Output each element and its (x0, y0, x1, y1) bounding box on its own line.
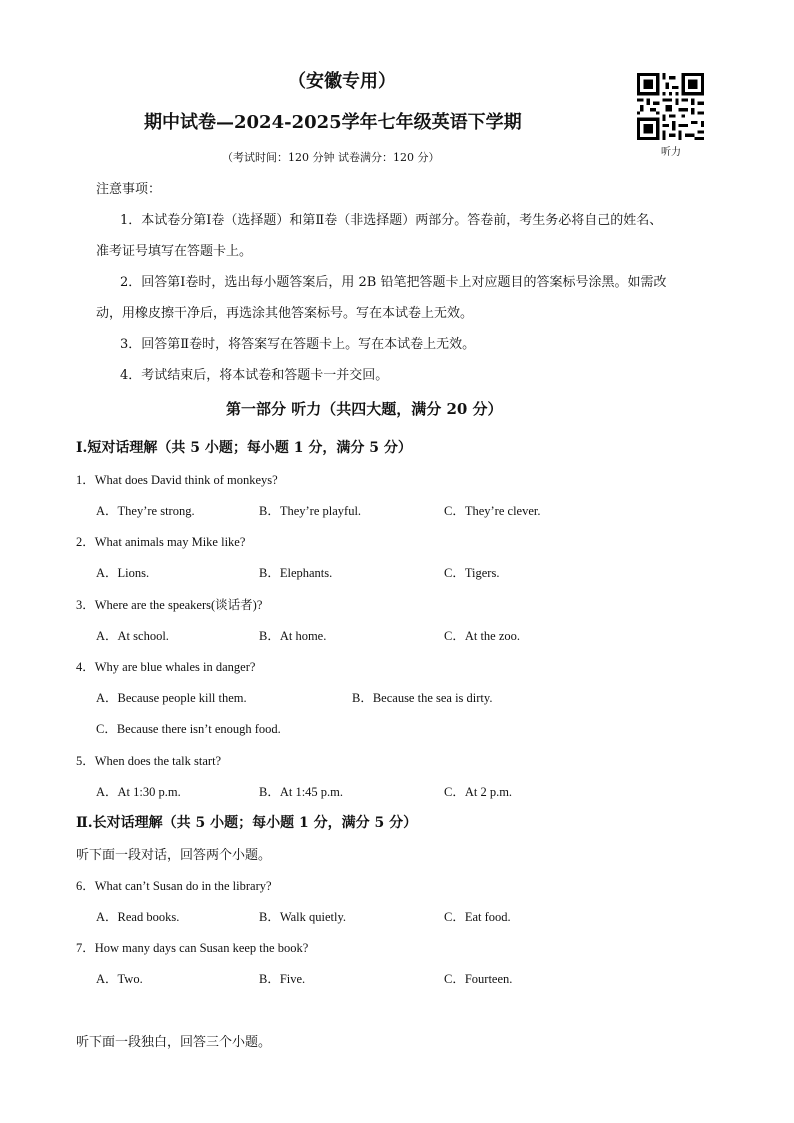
option-a: A．Because people kill them. (96, 691, 247, 705)
option-c: C．At 2 p.m. (444, 785, 513, 799)
option-c: C．They’re clever. (444, 504, 541, 518)
qr-code-icon (637, 73, 704, 140)
option-b: B．Because the sea is dirty. (352, 691, 493, 705)
exam-subtitle: （安徽专用） (288, 71, 396, 92)
option-a: A．At 1:30 p.m. (96, 785, 181, 799)
question-stem: 1．What does David think of monkeys? (76, 473, 278, 487)
question-stem: 5．When does the talk start? (76, 754, 222, 768)
option-c: C．Fourteen. (444, 972, 513, 986)
option-c: C．At the zoo. (444, 629, 521, 643)
note-item-4: 4．考试结束后，将本试卷和答题卡一并交回。 (120, 368, 389, 383)
note-item-3: 3．回答第Ⅱ卷时，将答案写在答题卡上。写在本试卷上无效。 (120, 337, 476, 352)
qr-label: 听力 (661, 147, 681, 158)
section1-heading: Ⅰ.短对话理解（共 5 小题；每小题 1 分，满分 5 分） (76, 440, 412, 456)
instruction-dialog: 听下面一段对话，回答两个小题。 (76, 848, 272, 863)
option-b: B．They’re playful. (259, 504, 362, 518)
option-b: B．Walk quietly. (259, 910, 347, 924)
option-a: A．Read books. (96, 910, 180, 924)
instruction-monologue: 听下面一段独白，回答三个小题。 (76, 1035, 272, 1050)
question-stem: 2．What animals may Mike like? (76, 535, 246, 549)
note-item-1-cont: 准考证号填写在答题卡上。 (96, 244, 253, 259)
option-b: B．At home. (259, 629, 327, 643)
section2-heading: Ⅱ.长对话理解（共 5 小题；每小题 1 分，满分 5 分） (76, 815, 418, 831)
option-a: A．They’re strong. (96, 504, 195, 518)
note-item-2-cont: 动，用橡皮擦干净后，再选涂其他答案标号。写在本试卷上无效。 (96, 306, 474, 321)
note-item-1: 1．本试卷分第Ⅰ卷（选择题）和第Ⅱ卷（非选择题）两部分。答卷前，考生务必将自己的姓名、 (120, 213, 663, 228)
question-stem: 7．How many days can Susan keep the book? (76, 941, 309, 955)
question-stem: 4．Why are blue whales in danger? (76, 660, 256, 674)
exam-title: 期中试卷—2024-2025学年七年级英语下学期 (144, 112, 522, 133)
part1-title: 第一部分 听力（共四大题，满分 20 分） (226, 400, 503, 418)
option-a: A．Lions. (96, 566, 150, 580)
option-a: A．At school. (96, 629, 169, 643)
option-a: A．Two. (96, 972, 143, 986)
note-item-2: 2．回答第Ⅰ卷时，选出每小题答案后，用 2B 铅笔把答题卡上对应题目的答案标号涂黑。如需改 (120, 275, 667, 290)
option-c: C．Because there isn’t enough food. (96, 722, 281, 736)
question-stem: 6．What can’t Susan do in the library? (76, 879, 272, 893)
notes-heading: 注意事项： (96, 182, 162, 197)
option-b: B．Five. (259, 972, 306, 986)
option-c: C．Eat food. (444, 910, 511, 924)
option-b: B．Elephants. (259, 566, 333, 580)
option-b: B．At 1:45 p.m. (259, 785, 344, 799)
option-c: C．Tigers. (444, 566, 500, 580)
question-stem: 3．Where are the speakers(谈话者)? (76, 598, 263, 612)
exam-meta: （考试时间：120 分钟 试卷满分：120 分） (222, 151, 440, 164)
